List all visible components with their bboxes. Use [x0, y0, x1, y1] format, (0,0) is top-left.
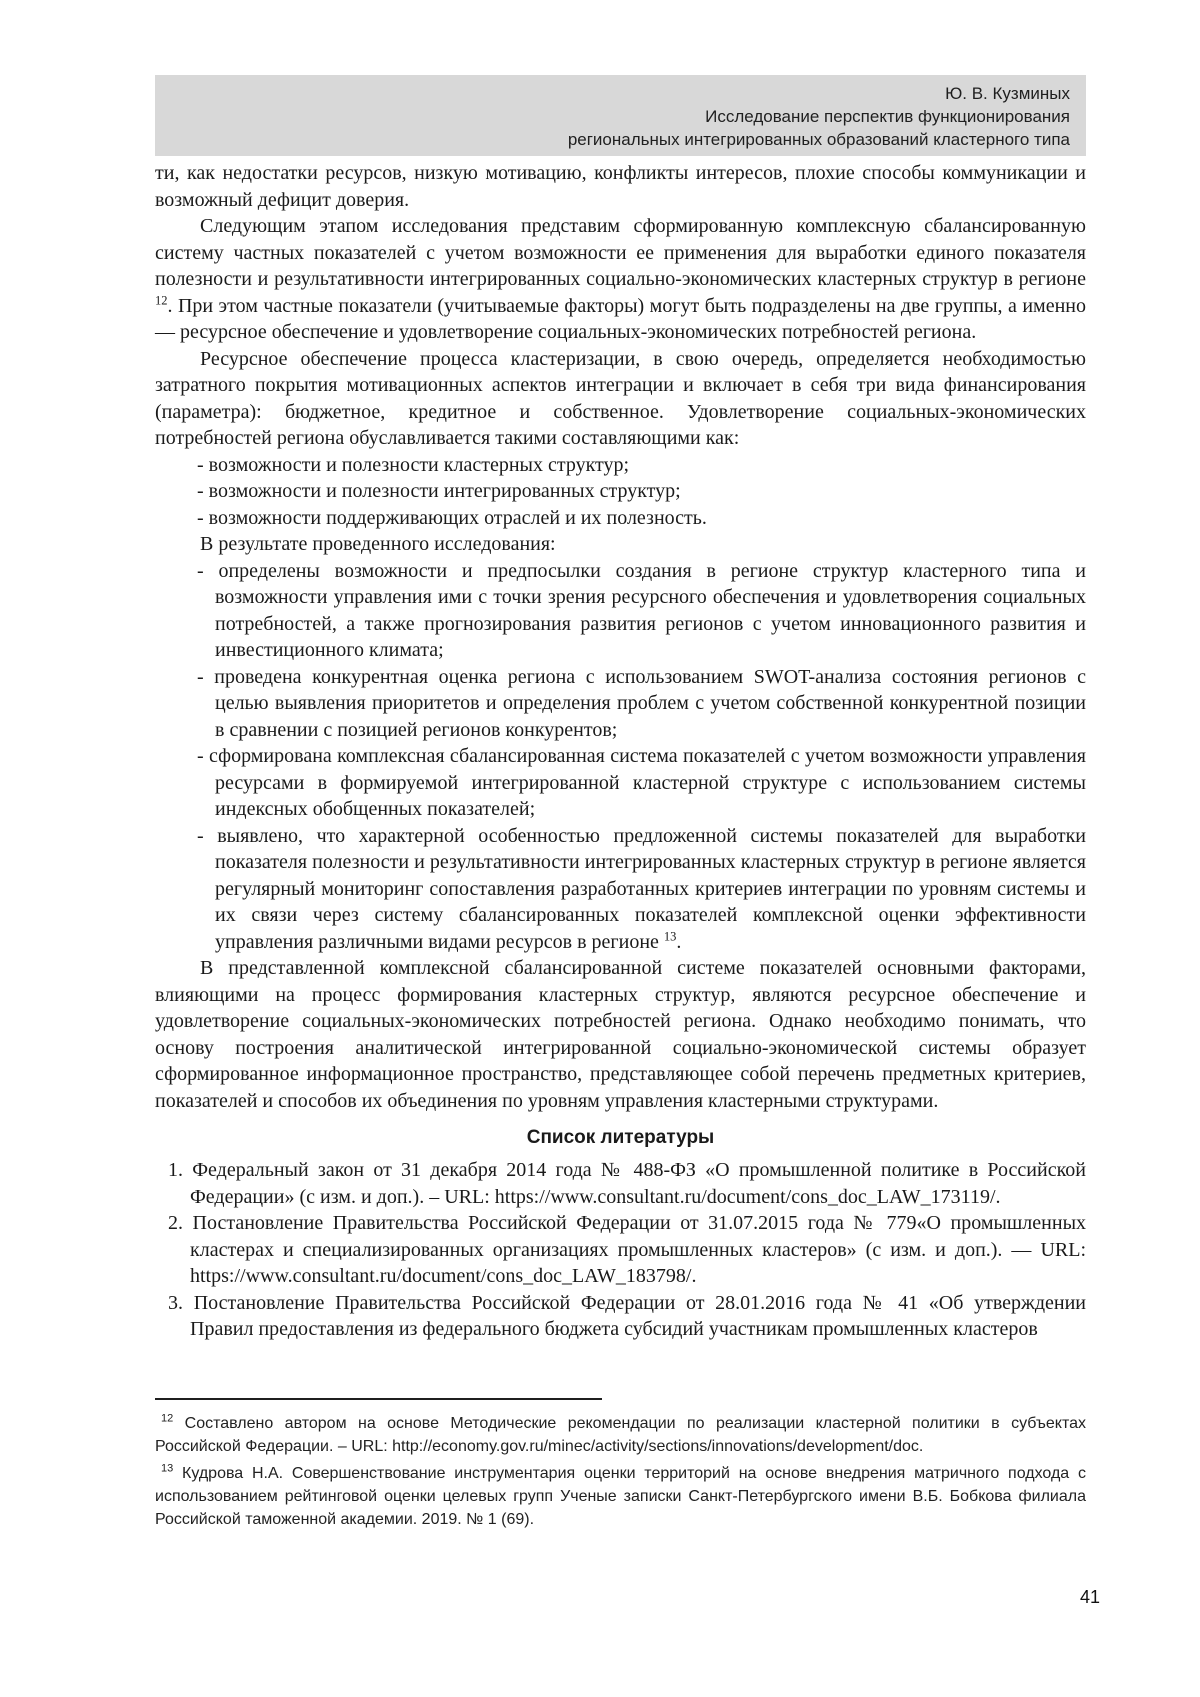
results-list: [155, 558, 1086, 956]
list-item-text: определены возможности и предпосылки создания в регионе структур кластерного типа и возможности управления ими с точки зрения ресурсного обеспечения и удовлетворения социальных потребностей, а также прогнозирования развития регионов с учетом инновационного развития и инвестиционного климата;: [215, 559, 1086, 661]
footnote-separator: [155, 1398, 602, 1400]
list-item: [155, 452, 1086, 479]
reference-item: [155, 1210, 1086, 1290]
running-header: [155, 75, 1086, 156]
reference-item: [155, 1157, 1086, 1210]
header-title-line2: региональных интегрированных образований кластерного типа: [567, 130, 1070, 149]
paragraph: Следующим этапом исследования представим сформированную комплексную сбалансированную систему частных показателей с учетом возможности ее применения для выработки единого показателя полезности и результативности интегрированных социально-экономических кластерных структур в регионе $^{12}$. При этом частные показатели (учитываемые факторы) могут быть подразделены на две группы, а именно — ресурсное обеспечение и удовлетворение социальных-экономических потребностей региона.: [155, 215, 1086, 343]
list-item-text: возможности и полезности кластерных структур;: [208, 453, 630, 476]
list-item: [155, 664, 1086, 744]
page-number: 41: [1079, 1587, 1100, 1607]
list-item-text: сформирована комплексная сбалансированная система показателей с учетом возможности управления ресурсами в формируемой интегрированной кластерной структуре с использованием системы индексных обобщенных показателей;: [209, 745, 1086, 820]
list-item-text: выявлено, что характерной особенностью предложенной системы показателей для выработки показателя полезности и результативности интегрированных кластерных структур в регионе является регулярный мониторинг сопоставления разработанных критериев интеграции по уровням системы и их связи через систему сбалансированных показателей комплексной оценки эффективности управления различными видами ресурсов в регионе $^{13}$.: [215, 824, 1086, 953]
closing-paragraph: В представленной комплексной сбалансированной системе показателей основными факторами, влияющими на процесс формирования кластерных структур, являются ресурсное обеспечение и удовлетворение социальных-экономических потребностей региона. Однако необходимо понимать, что основу построения аналитической интегрированной социально-экономической системы образует сформированное информационное пространство, представляющее собой перечень предметных критериев, показателей и способов их объединения по уровням управления кластерными структурами.: [155, 957, 1086, 1112]
list-item-text: возможности поддерживающих отраслей и их полезность.: [208, 506, 707, 529]
references-heading: Список литературы: [526, 1127, 715, 1148]
footnote: [155, 1462, 1086, 1531]
reference-text: Федеральный закон от 31 декабря 2014 года № 488-ФЗ «О промышленной политике в Российской Федерации» (с изм. и доп.). – URL: https://www.consultant.ru/document/cons_doc_LAW_173119/.: [190, 1159, 1086, 1208]
footnote-text: Кудрова Н.А. Совершенствование инструментария оценки территорий на основе внедрения матричного подхода с использованием рейтинговой оценки целевых групп Ученые записки Санкт-Петербургского имени В.Б. Бобкова филиала Российской таможенной академии. 2019. № 1 (69).: [155, 1465, 1086, 1528]
reference-text: Постановление Правительства Российской Федерации от 28.01.2016 года № 41 «Об утверждении Правил предоставления из федерального бюджета субсидий участникам промышленных кластеров: [190, 1291, 1086, 1340]
references-list: [155, 1157, 1086, 1343]
footnotes-section: [155, 1398, 1086, 1535]
footnote: [155, 1412, 1086, 1458]
results-intro: В результате проведенного исследования:: [200, 533, 556, 555]
footnote-marker: 13: [663, 928, 677, 943]
reference-item: [155, 1290, 1086, 1343]
components-list: [155, 452, 1086, 532]
reference-number: 1.: [168, 1159, 183, 1181]
footnote-number: 12: [161, 1412, 174, 1425]
list-item-text: проведена конкурентная оценка региона с использованием SWOT-анализа состояния регионов с целью выявления приоритетов и определения проблем с учетом собственной конкурентной позиции в сравнении с позицией регионов конкурентов;: [214, 665, 1086, 741]
list-item: [155, 478, 1086, 505]
footnotes-list: [155, 1412, 1086, 1531]
header-title-line1: Исследование перспектив функционирования: [705, 107, 1070, 126]
reference-number: 2.: [168, 1212, 183, 1234]
reference-text: Постановление Правительства Российской Федерации от 31.07.2015 года № 779«О промышленных кластерах и специализированных организациях промышленных кластеров» (с изм. и доп.). — URL: https://www.consultant.ru/document/cons_doc_LAW_183798/.: [190, 1212, 1087, 1287]
paragraph: Ресурсное обеспечение процесса кластеризации, в свою очередь, определяется необходимостью затратного покрытия мотивационных аспектов интеграции и включает в себя три вида финансирования (параметра): бюджетное, кредитное и собственное. Удовлетворение социальных-экономических потребностей региона обуславливается такими составляющими как:: [155, 347, 1086, 449]
footnote-number: 13: [161, 1462, 174, 1475]
list-item: [155, 505, 1086, 532]
article-body: [155, 160, 1086, 1343]
reference-number: 3.: [168, 1291, 183, 1314]
list-item: [155, 823, 1086, 956]
header-author: Ю. В. Кузминых: [945, 84, 1070, 103]
footnote-marker: 12: [155, 292, 168, 307]
list-item-text: возможности и полезности интегрированных структур;: [208, 480, 681, 502]
footnote-text: Составлено автором на основе Методические рекомендации по реализации кластерной политики в субъектах Российской Федерации. – URL: http://economy.gov.ru/minec/activity/sections/innovations/development/doc.: [155, 1415, 1087, 1455]
list-item: [155, 743, 1086, 823]
paragraph-continuation: ти, как недостатки ресурсов, низкую мотивацию, конфликты интересов, плохие способы коммуникации и возможный дефицит доверия.: [155, 162, 1086, 211]
list-item: [155, 558, 1086, 664]
